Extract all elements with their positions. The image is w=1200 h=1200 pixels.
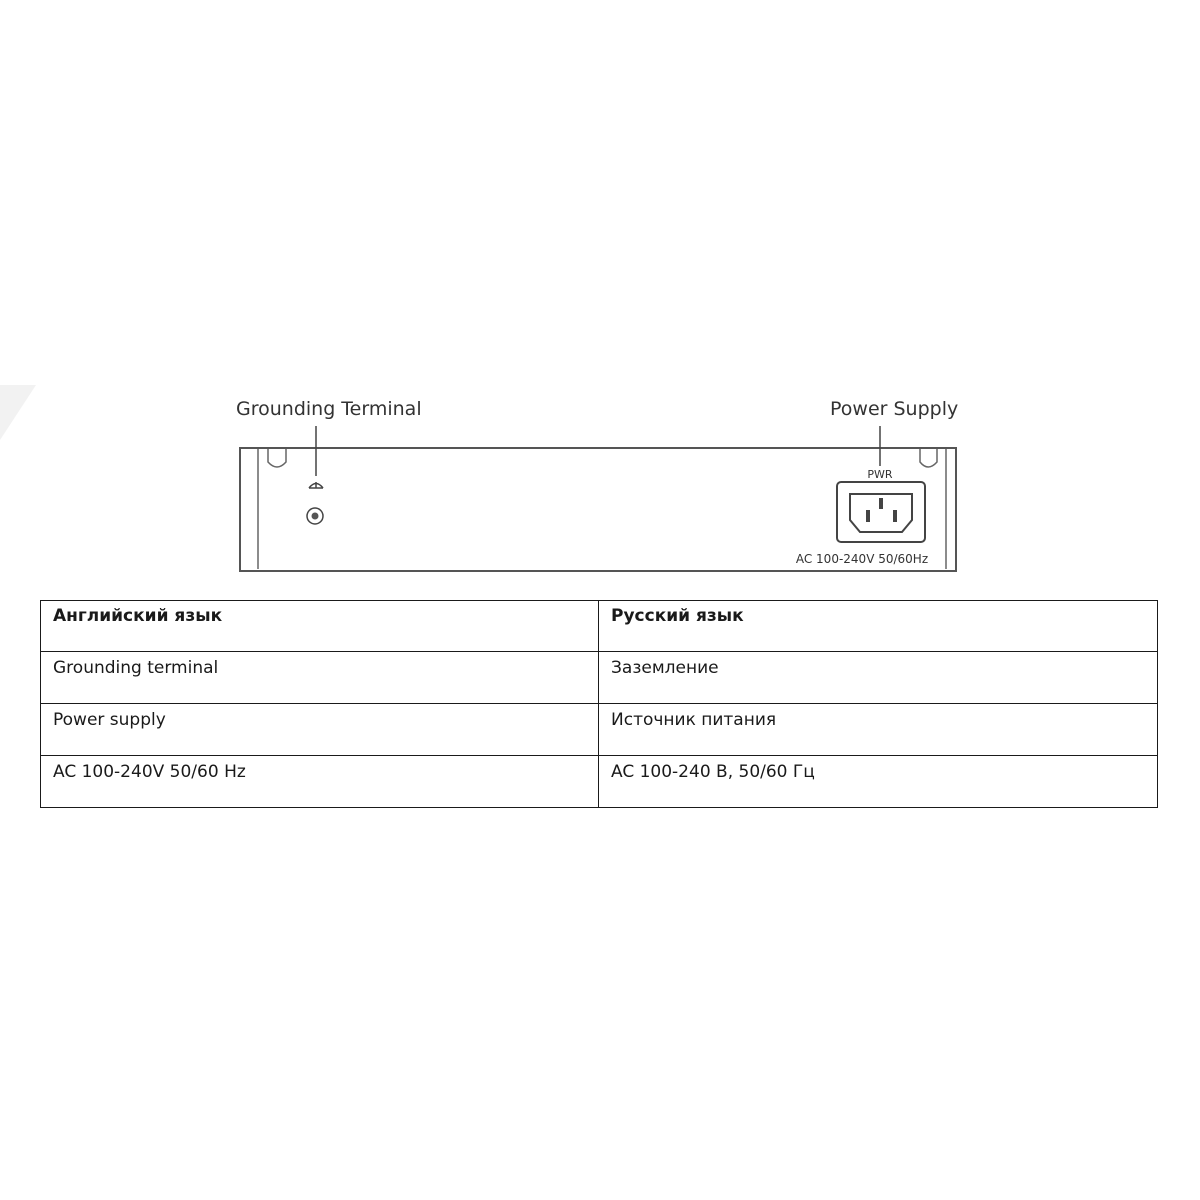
cell-russian: AC 100-240 В, 50/60 Гц <box>599 756 1158 808</box>
grounding-terminal-callout: Grounding Terminal <box>236 398 422 420</box>
cell-english: Power supply <box>41 704 599 756</box>
pwr-label: PWR <box>867 468 893 481</box>
ground-symbol-icon <box>309 482 323 488</box>
table-row <box>41 704 1158 756</box>
power-rating-label: AC 100-240V 50/60Hz <box>795 552 929 566</box>
cell-russian: Заземление <box>599 652 1158 704</box>
ground-screw-icon <box>307 508 323 524</box>
translation-table <box>40 600 1158 808</box>
cell-english: AC 100-240V 50/60 Hz <box>41 756 599 808</box>
table-row <box>41 756 1158 808</box>
cell-russian: Источник питания <box>599 704 1158 756</box>
power-supply-callout: Power Supply <box>830 398 959 420</box>
header-english: Английский язык <box>41 601 599 652</box>
table-header-row <box>41 601 1158 652</box>
iec-c14-socket-icon <box>837 482 925 542</box>
table-row <box>41 652 1158 704</box>
header-russian: Русский язык <box>599 601 1158 652</box>
right-notch <box>920 449 937 467</box>
cell-english: Grounding terminal <box>41 652 599 704</box>
left-notch <box>268 449 286 467</box>
